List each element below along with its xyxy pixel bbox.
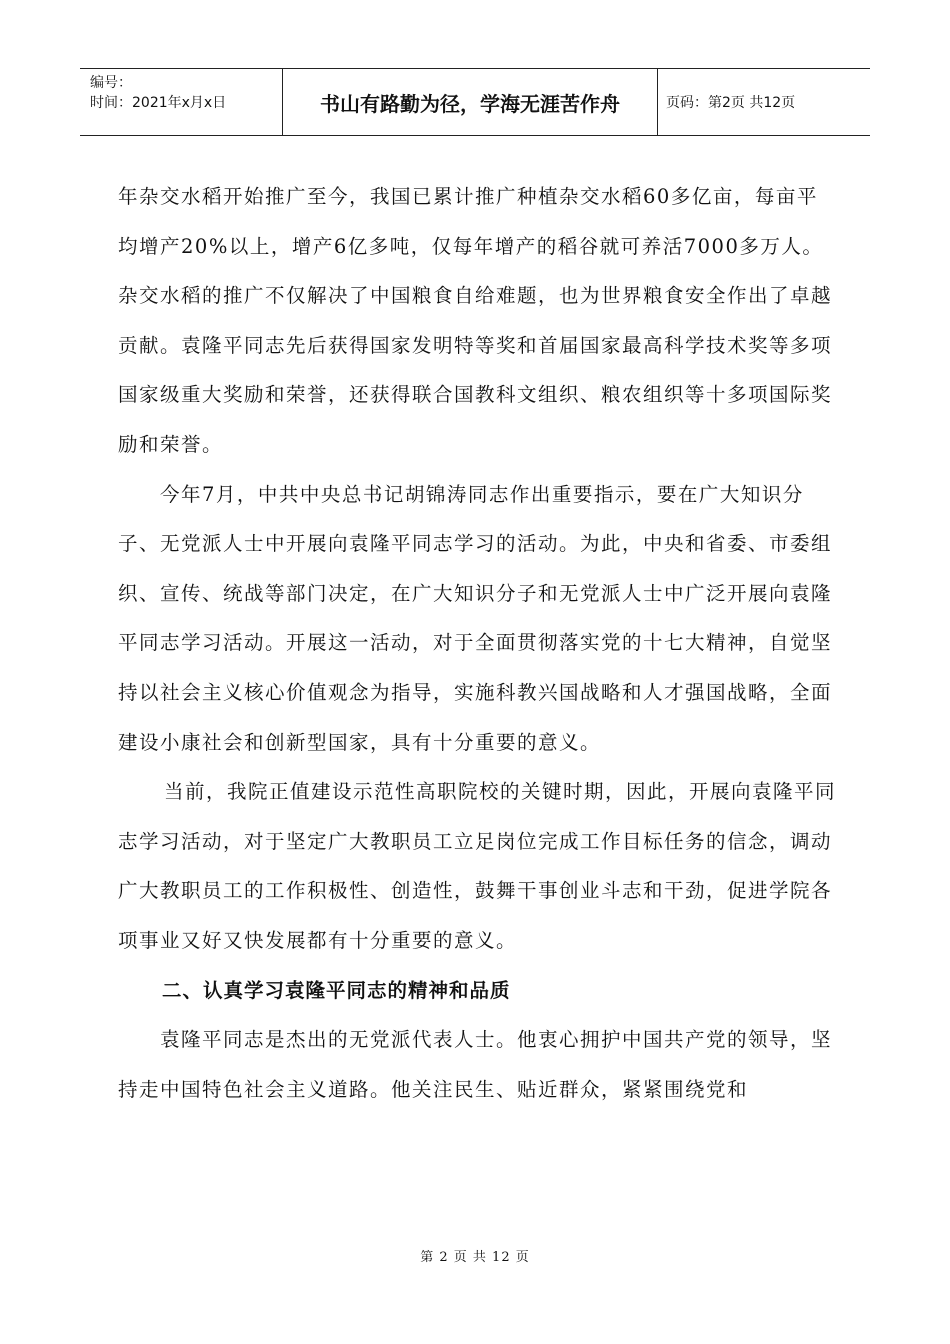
body-paragraph: 年杂交水稻开始推广至今，我国已累计推广种植杂交水稻60多亿亩，每亩平均增产20%以上，增产6亿多吨，仅每年增产的稻谷就可养活7000多万人。杂交水稻的推广不仅解决了中国粮食自给难题，也为世界粮食安全作出了卓越贡献。袁隆平同志先后获得国家发明特等奖和首届国家最高科学技术奖等多项国家级重大奖励和荣誉，还获得联合国教科文组织、粮农组织等十多项国际奖励和荣誉。	[118, 185, 833, 456]
header-page-code: 页码：第2页 共12页	[666, 95, 796, 111]
document-time-label: 时间：2021年x月x日	[90, 95, 227, 111]
header-motto: 书山有路勤为径，学海无涯苦作舟	[283, 69, 658, 135]
header-meta	[80, 69, 283, 135]
page-header	[80, 68, 870, 136]
section-heading: 二、认真学习袁隆平同志的精神和品质	[162, 978, 511, 1002]
body-paragraph: 当前，我院正值建设示范性高职院校的关键时期，因此，开展向袁隆平同志学习活动，对于坚定广大教职员工立足岗位完成工作目标任务的信念，调动广大教职员工的工作积极性、创造性，鼓舞干事创业斗志和干劲，促进学院各项事业又好又快发展都有十分重要的意义。	[118, 780, 837, 952]
document-body	[118, 172, 838, 1114]
page-footer: 第 2 页 共 12 页	[420, 1250, 530, 1265]
body-paragraph: 袁隆平同志是杰出的无党派代表人士。他衷心拥护中国共产党的领导，坚持走中国特色社会主义道路。他关注民生、贴近群众，紧紧围绕党和	[118, 1028, 833, 1101]
body-paragraph: 今年7月，中共中央总书记胡锦涛同志作出重要指示，要在广大知识分子、无党派人士中开展向袁隆平同志学习的活动。为此，中央和省委、市委组织、宣传、统战等部门决定，在广大知识分子和无党派人士中广泛开展向袁隆平同志学习活动。开展这一活动，对于全面贯彻落实党的十七大精神，自觉坚持以社会主义核心价值观念为指导，实施科教兴国战略和人才强国战略，全面建设小康社会和创新型国家，具有十分重要的意义。	[118, 482, 833, 754]
document-number-label: 编号：	[90, 75, 132, 91]
